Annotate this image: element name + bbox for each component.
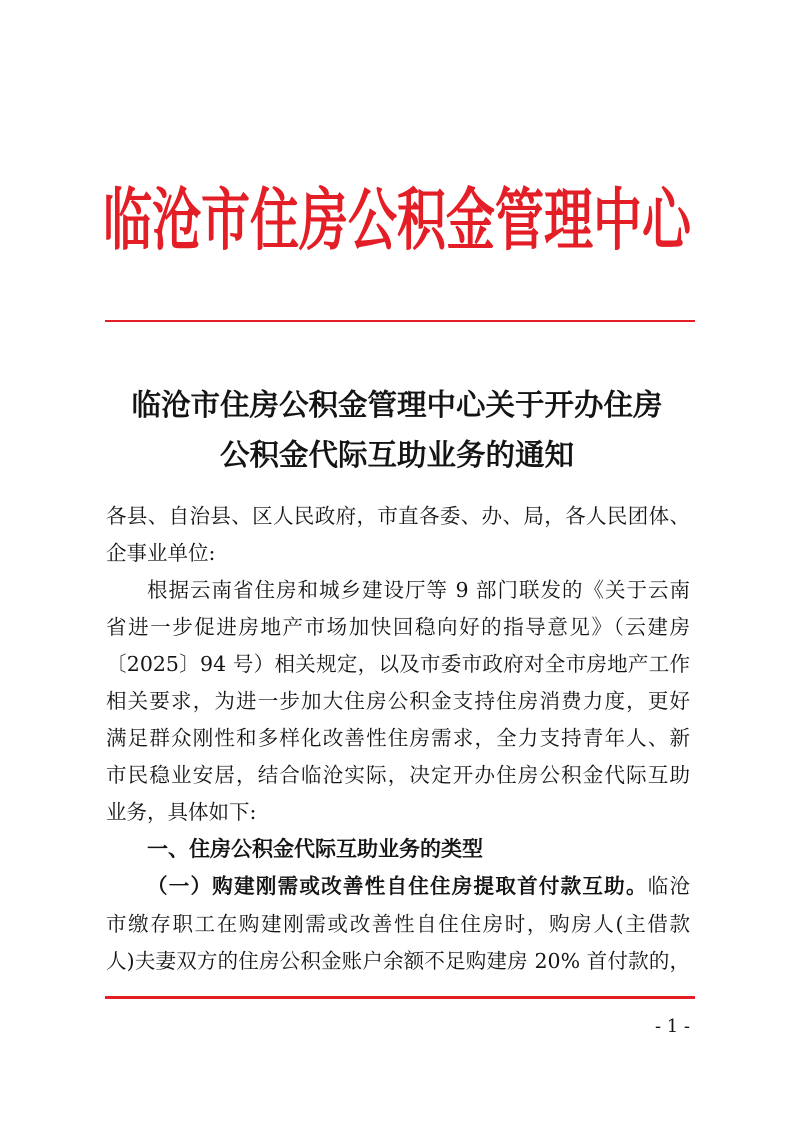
item-1-heading: （一）购建刚需或改善性自住住房提取首付款互助。 [147, 874, 648, 899]
page-number: - 1 - [654, 1016, 690, 1037]
footer-red-rule [105, 996, 695, 999]
letterhead-org-name: 临沧市住房公积金管理中心 [102, 180, 691, 261]
intro-paragraph-line: 省进一步促进房地产市场加快回稳向好的指导意见》（云建房 [106, 614, 690, 639]
item-1-line: 人)夫妻双方的住房公积金账户余额不足购建房 20% 首付款的， [106, 948, 690, 973]
document-title-line: 临沧市住房公积金管理中心关于开办住房 [131, 387, 663, 422]
salutation-line: 各县、自治县、区人民政府，市直各委、办、局，各人民团体、 [106, 503, 690, 528]
intro-paragraph-line: 根据云南省住房和城乡建设厅等 9 部门联发的《关于云南 [147, 577, 690, 602]
salutation-line: 企事业单位: [106, 540, 216, 565]
document-title [0, 380, 794, 480]
intro-paragraph-line: 相关要求，为进一步加大住房公积金支持住房消费力度，更好 [106, 688, 690, 713]
item-1-line: 市缴存职工在购建刚需或改善性自住住房时，购房人(主借款 [106, 911, 690, 936]
letterhead-red-rule [105, 320, 695, 322]
document-title-line: 公积金代际互助业务的通知 [219, 437, 574, 472]
item-1-first-line [106, 868, 690, 905]
section-heading: 一、住房公积金代际互助业务的类型 [147, 837, 483, 862]
item-1-text: 临沧 [647, 874, 691, 899]
intro-paragraph-line: 业务，具体如下: [106, 800, 257, 825]
intro-paragraph-line: 满足群众刚性和多样化改善性住房需求，全力支持青年人、新 [106, 726, 690, 751]
intro-paragraph-line: 市民稳业安居，结合临沧实际，决定开办住房公积金代际互助 [106, 763, 690, 788]
intro-paragraph-line: 〔2025〕94 号）相关规定，以及市委市政府对全市房地产工作 [106, 651, 690, 676]
document-body [106, 498, 690, 980]
